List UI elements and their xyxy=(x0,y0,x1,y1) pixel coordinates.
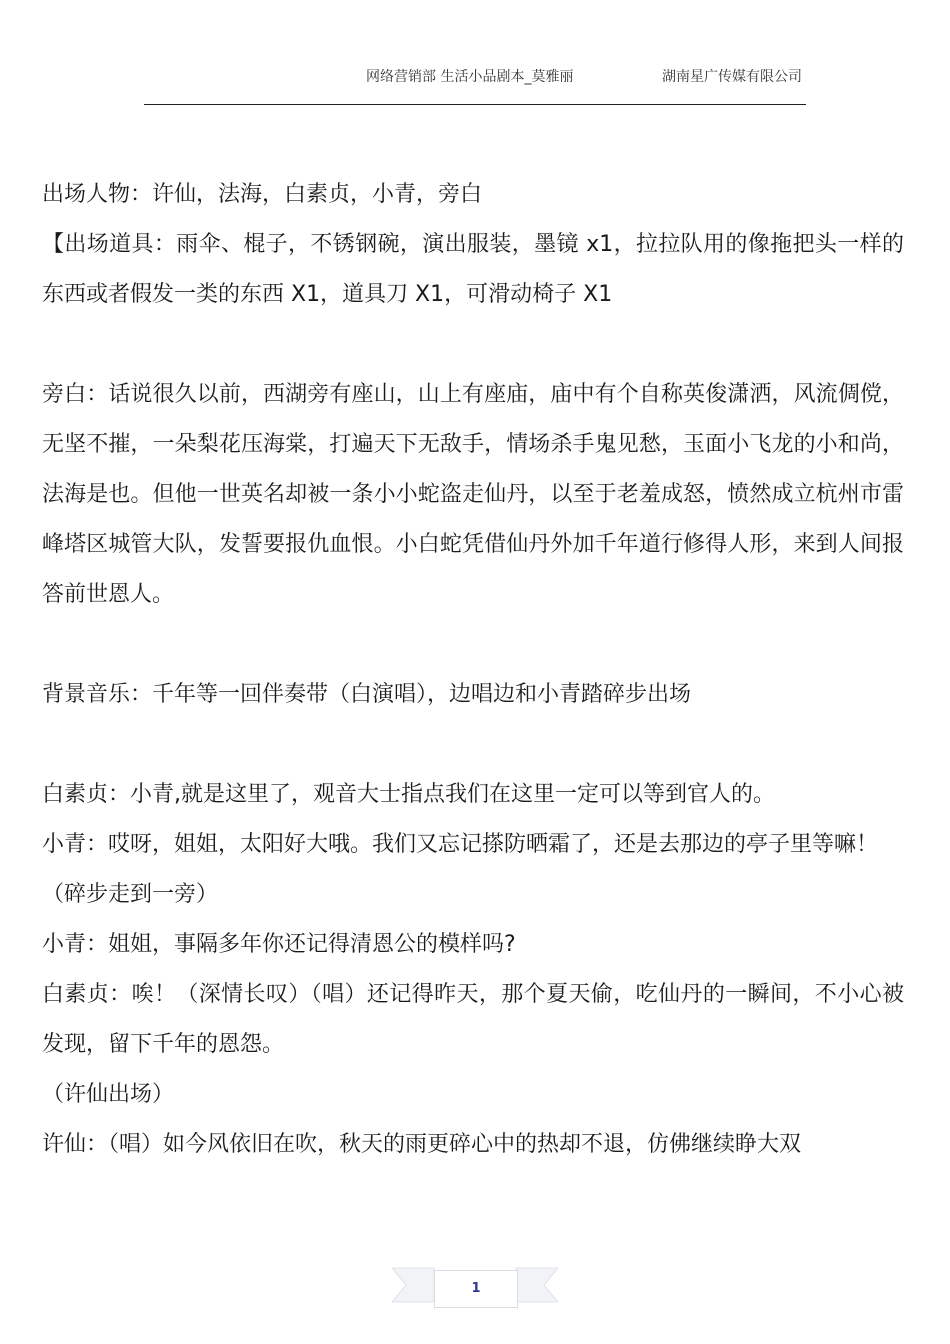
dialogue-line: 白素贞：小青,就是这里了，观音大士指点我们在这里一定可以等到官人的。 xyxy=(42,782,775,807)
blank-line xyxy=(42,620,904,670)
header-divider xyxy=(144,104,806,105)
dialogue-line: 小青：哎呀，姐姐，太阳好大哦。我们又忘记搽防晒霜了，还是去那边的亭子里等嘛！ xyxy=(42,832,879,857)
dialogue-line: 白素贞：唉！（深情长叹）（唱）还记得昨天，那个夏天偷，吃仙丹的一瞬间，不小心被发现，留下千年的恩怨。 xyxy=(42,982,904,1057)
script-body xyxy=(42,170,904,1170)
narration-paragraph: 旁白：话说很久以前，西湖旁有座山，山上有座庙，庙中有个自称英俊潇洒，风流倜傥，无坚不摧，一朵梨花压海棠，打遍天下无敌手，情场杀手鬼见愁，玉面小飞龙的小和尚，法海是也。但他一世英名却被一条小小蛇盗走仙丹，以至于老羞成怒，愤然成立杭州市雷峰塔区城管大队，发誓要报仇血恨。小白蛇凭借仙丹外加千年道行修得人形，来到人间报答前世恩人。 xyxy=(42,382,904,607)
page-number: 1 xyxy=(434,1270,518,1308)
stage-direction: （碎步走到一旁） xyxy=(42,882,219,907)
music-line: 背景音乐：千年等一回伴奏带（白演唱），边唱边和小青踏碎步出场 xyxy=(42,682,692,707)
dialogue-line: 小青：姐姐，事隔多年你还记得清恩公的模样吗? xyxy=(42,932,516,957)
dialogue-line: 许仙：（唱）如今风依旧在吹，秋天的雨更碎心中的热却不退，仿佛继续睁大双 xyxy=(42,1132,802,1157)
blank-line xyxy=(42,720,904,770)
blank-line xyxy=(42,320,904,370)
props-line: 【出场道具：雨伞、棍子，不锈钢碗，演出服装，墨镜 x1，拉拉队用的像拖把头一样的东西或者假发一类的东西 X1，道具刀 X1，可滑动椅子 X1 xyxy=(42,232,904,307)
page-footer xyxy=(0,1262,950,1322)
header-company: 湖南星广传媒有限公司 xyxy=(662,69,802,85)
page-header xyxy=(0,66,950,90)
header-department: 网络营销部 生活小品剧本_莫雅丽 xyxy=(366,69,574,85)
cast-line: 出场人物：许仙，法海，白素贞，小青，旁白 xyxy=(42,182,483,207)
stage-direction: （许仙出场） xyxy=(42,1082,175,1107)
